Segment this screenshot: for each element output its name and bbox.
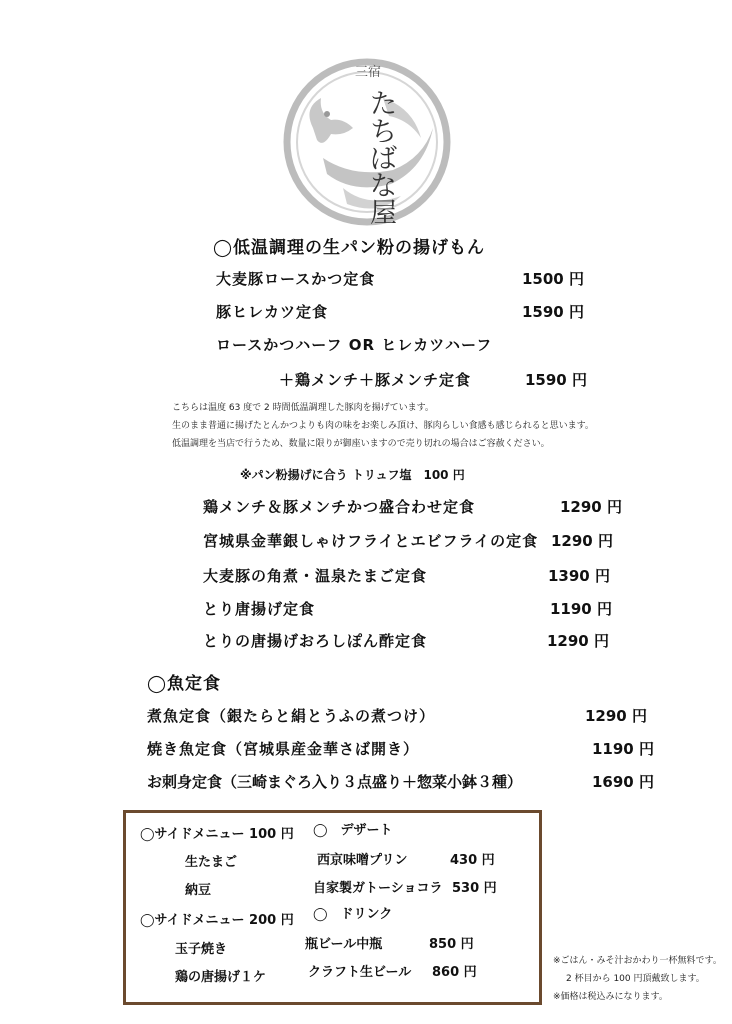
menu-item-price: 1290 円	[560, 498, 622, 516]
side-item: 生たまご	[185, 855, 238, 870]
menu-item-name: 鶏メンチ＆豚メンチかつ盛合わせ定食	[203, 498, 476, 516]
menu-item-price: 1500 円	[522, 270, 584, 288]
menu-item-price: 1590 円	[522, 303, 584, 321]
menu-item-price: 1290 円	[551, 532, 613, 550]
menu-item-name: 焼き魚定食（宮城県産金華さば開き）	[147, 740, 420, 758]
dessert-item-price: 430 円	[450, 853, 495, 868]
menu-item-name: お刺身定食（三崎まぐろ入り３点盛り＋惣菜小鉢３種）	[147, 773, 523, 791]
logo-name-char: た	[370, 89, 397, 120]
footnote-tax: ※価格は税込みになります。	[553, 992, 668, 1002]
side-item: 鶏の唐揚げ１ケ	[175, 970, 267, 985]
menu-item-name: 大麦豚の角煮・温泉たまご定食	[203, 567, 428, 585]
side-item: 納豆	[185, 883, 212, 898]
menu-item-price: 1390 円	[548, 567, 610, 585]
menu-item-price: 1190 円	[592, 740, 654, 758]
menu-item-price: 1290 円	[585, 707, 647, 725]
side-menu-200-title: ◯サイドメニュー 200 円	[140, 913, 294, 928]
dessert-item-price: 530 円	[452, 881, 497, 896]
note-line: こちらは温度 63 度で 2 時間低温調理した豚肉を揚げています。	[172, 403, 434, 413]
menu-item-name: とり唐揚げ定食	[203, 600, 316, 618]
logo-location-text: 三宿	[354, 65, 381, 80]
drink-title: ◯ ドリンク	[313, 907, 393, 922]
logo-name-char: ち	[370, 117, 397, 148]
section-title-fish: ◯魚定食	[147, 674, 222, 694]
menu-item-name: ロースかつハーフ OR ヒレカツハーフ	[216, 336, 493, 354]
dessert-title: ◯ デザート	[313, 823, 393, 838]
menu-item-name: 大麦豚ロースかつ定食	[216, 270, 376, 288]
menu-item-price: 1290 円	[547, 632, 609, 650]
menu-item-price: 1190 円	[550, 600, 612, 618]
drink-item-name: クラフト生ビール	[308, 965, 412, 980]
footnote-refill-charge: 2 杯目から 100 円頂戴致します。	[566, 974, 705, 984]
menu-item-price: 1590 円	[525, 371, 587, 389]
drink-item-name: 瓶ビール中瓶	[305, 937, 383, 952]
section-title-fried: ◯低温調理の生パン粉の揚げもん	[213, 238, 486, 258]
menu-item-name: とりの唐揚げおろしぽん酢定食	[203, 632, 428, 650]
note-line: 低温調理を当店で行うため、数量に限りが御座いますので売り切れの場合はご容赦ください。	[172, 439, 550, 449]
dessert-item-name: 西京味噌プリン	[317, 853, 408, 868]
menu-item-name: 豚ヒレカツ定食	[216, 303, 329, 321]
menu-item-price: 1690 円	[592, 773, 654, 791]
side-menu-100-title: ◯サイドメニュー 100 円	[140, 827, 294, 842]
dessert-item-name: 自家製ガトーショコラ	[313, 881, 443, 896]
footnote-refill: ※ごはん・みそ汁おかわり一杯無料です。	[553, 956, 722, 966]
note-line: 生のまま普通に揚げたとんかつよりも肉の味をお楽しみ頂け、豚肉らしい食感も感じられると思います。	[172, 421, 594, 431]
menu-item-name: 宮城県金華銀しゃけフライとエビフライの定食	[203, 532, 539, 550]
side-item: 玉子焼き	[175, 942, 228, 957]
logo-name-char: 屋	[370, 198, 397, 229]
logo-name-char: ば	[370, 144, 397, 175]
menu-item-name: ＋鶏メンチ＋豚メンチ定食	[279, 371, 472, 389]
truffle-salt-note: ※パン粉揚げに合う トリュフ塩 100 円	[240, 468, 465, 482]
drink-item-price: 860 円	[432, 965, 477, 980]
menu-item-name: 煮魚定食（銀たらと絹とうふの煮つけ）	[147, 707, 436, 725]
koi-crest-logo-icon	[283, 58, 451, 226]
drink-item-price: 850 円	[429, 937, 474, 952]
logo-name-char: な	[370, 171, 397, 202]
